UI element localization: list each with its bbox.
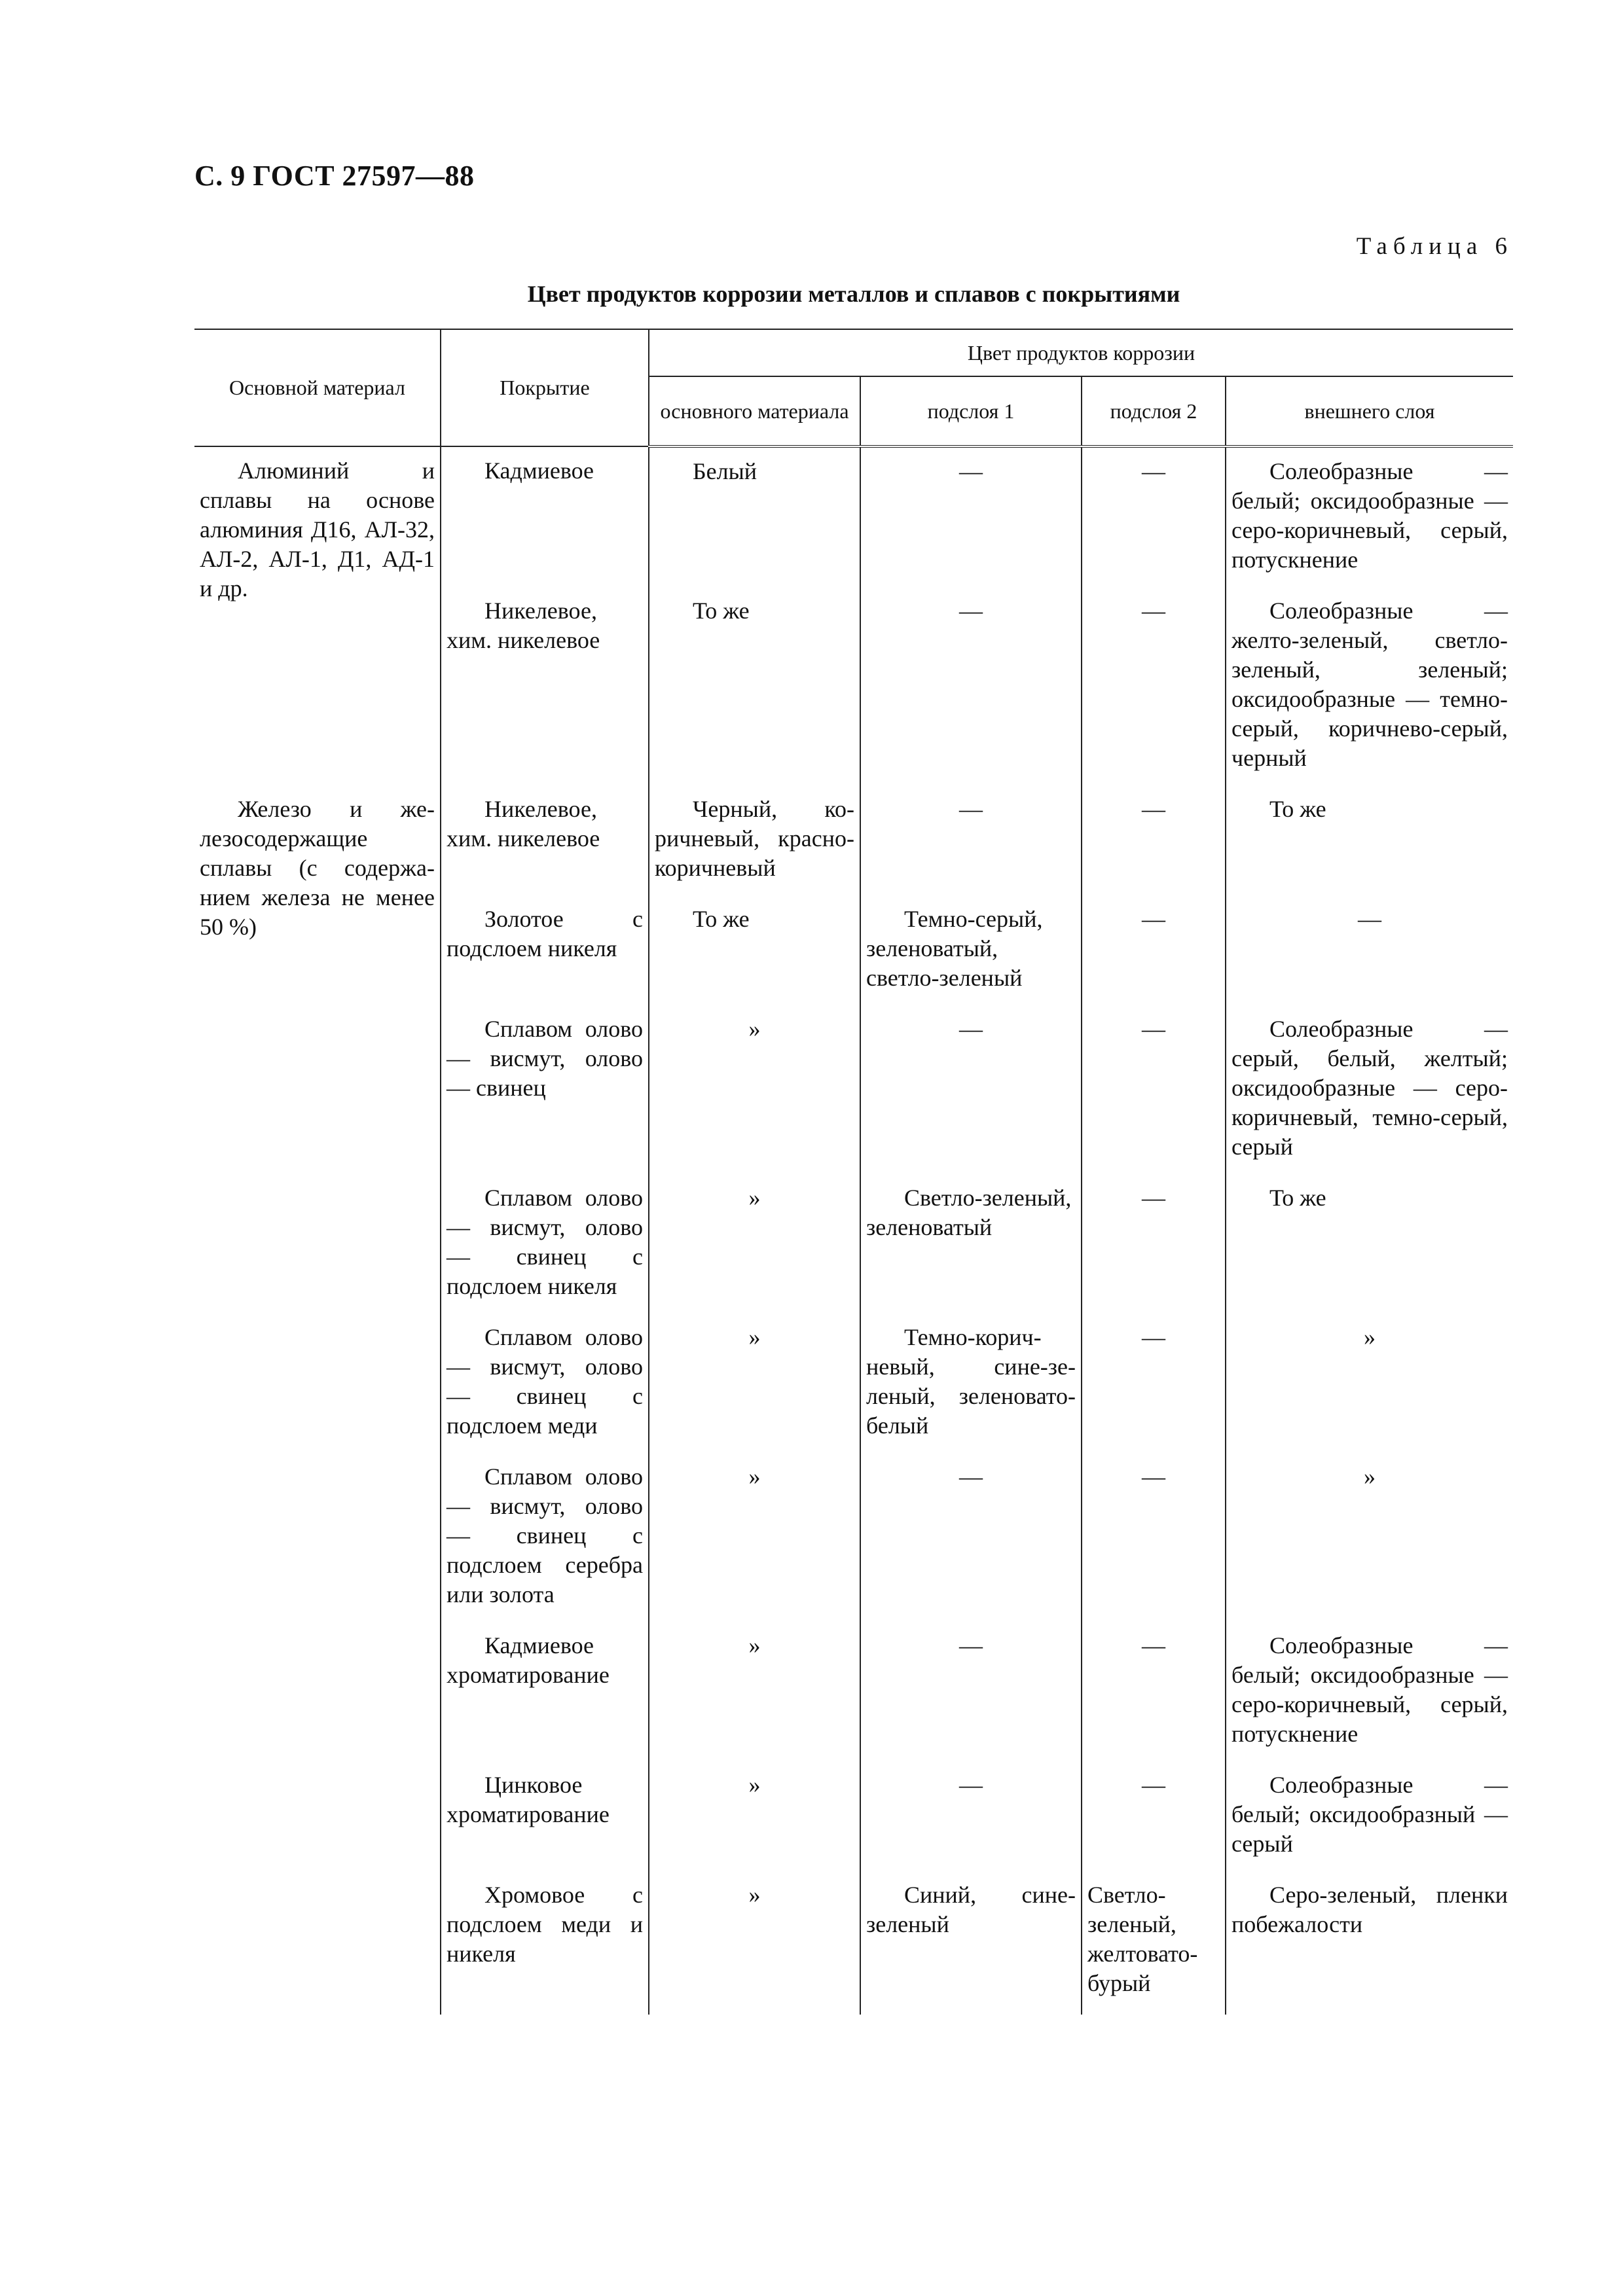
outer-layer-cell: То же [1226, 1178, 1513, 1318]
outer-layer-cell: То же [1226, 789, 1513, 899]
table-header-row [194, 329, 1513, 376]
sublayer-2-cell: — [1082, 1765, 1226, 1875]
base-color-cell: » [649, 1318, 860, 1457]
table-header [194, 329, 1513, 446]
base-color-cell: То же [649, 899, 860, 1009]
sublayer-1-cell: Темно-коричневый, сине-зеленый, зеленовато-белый [860, 1318, 1082, 1457]
column-header-base-material: Основной материал [194, 329, 441, 446]
sublayer-2-cell: — [1082, 789, 1226, 899]
outer-layer-cell: Серо-зеленый, пленки побежалости [1226, 1875, 1513, 2015]
sublayer-2-cell: — [1082, 1178, 1226, 1318]
base-color-cell: Черный, коричневый, красно-коричневый [649, 789, 860, 899]
outer-layer-cell: Солеобразные — белый; оксидообразные — серо-коричневый, серый, потускнение [1226, 1626, 1513, 1765]
column-header-sublayer-2: подслоя 2 [1082, 376, 1226, 446]
sublayer-1-cell: — [860, 1009, 1082, 1178]
table-title: Цвет продуктов коррозии металлов и сплавов с покрытиями [527, 281, 1180, 307]
page-header: С. 9 ГОСТ 27597—88 [194, 160, 475, 192]
coating-cell: Никелевое, хим. никелевое [441, 789, 649, 899]
sublayer-2-cell: — [1082, 446, 1226, 591]
base-color-cell: » [649, 1178, 860, 1318]
column-header-coating: Покрытие [441, 329, 649, 446]
coating-cell: Никелевое, хим. никелевое [441, 591, 649, 789]
sublayer-1-cell: — [860, 446, 1082, 591]
base-color-cell: » [649, 1626, 860, 1765]
corrosion-color-table [194, 329, 1513, 2015]
sublayer-1-cell: — [860, 1457, 1082, 1626]
outer-layer-cell: — [1226, 899, 1513, 1009]
column-header-sublayer-1: подслоя 1 [860, 376, 1082, 446]
outer-layer-cell: Солеобразные — белый; оксидообразные — серо-коричневый, серый, потускнение [1226, 446, 1513, 591]
coating-cell: Кадмиевое хроматирование [441, 1626, 649, 1765]
base-material-cell: Алюминий и сплавы на основе алюминия Д16, АЛ-32, АЛ-2, АЛ-1, Д1, АД-1 и др. [194, 446, 441, 789]
outer-layer-cell: Солеобразные — желто-зеленый, светло-зеленый, зеленый; оксидообразные — темно-серый, коричнево-серый, черный [1226, 591, 1513, 789]
outer-layer-cell: » [1226, 1457, 1513, 1626]
column-header-corrosion-color: Цвет продуктов коррозии [649, 329, 1513, 376]
base-color-cell: » [649, 1875, 860, 2015]
column-header-base-color: основного материала [649, 376, 860, 446]
coating-cell: Сплавом олово — висмут, олово — свинец с подслоем меди [441, 1318, 649, 1457]
coating-cell: Сплавом олово — висмут, олово — свинец с подслоем серебра или золота [441, 1457, 649, 1626]
sublayer-1-cell: — [860, 591, 1082, 789]
sublayer-2-cell: — [1082, 1318, 1226, 1457]
sublayer-1-cell: — [860, 1765, 1082, 1875]
sublayer-2-cell: — [1082, 1626, 1226, 1765]
coating-cell: Хромовое с подслоем меди и никеля [441, 1875, 649, 2015]
sublayer-1-cell: — [860, 1626, 1082, 1765]
base-color-cell: То же [649, 591, 860, 789]
base-color-cell: Белый [649, 446, 860, 591]
table-row [194, 789, 1513, 899]
sublayer-2-cell: — [1082, 899, 1226, 1009]
base-color-cell: » [649, 1765, 860, 1875]
coating-cell: Сплавом олово — висмут, олово — свинец [441, 1009, 649, 1178]
outer-layer-cell: Солеобразные — белый; оксидообразный — серый [1226, 1765, 1513, 1875]
sublayer-2-cell: — [1082, 1457, 1226, 1626]
sublayer-2-cell: — [1082, 1009, 1226, 1178]
base-color-cell: » [649, 1009, 860, 1178]
sublayer-1-cell: Темно-серый, зеленоватый, светло-зеленый [860, 899, 1082, 1009]
table-row [194, 446, 1513, 591]
outer-layer-cell: Солеобразные — серый, белый, желтый; оксидообразные — серо-коричневый, темно-серый, серый [1226, 1009, 1513, 1178]
sublayer-2-cell: Светло-зеленый, желтовато-бурый [1082, 1875, 1226, 2015]
sublayer-1-cell: Светло-зеленый, зеленоватый [860, 1178, 1082, 1318]
outer-layer-cell: » [1226, 1318, 1513, 1457]
table-number-label: Таблица 6 [1356, 233, 1513, 260]
base-color-cell: » [649, 1457, 860, 1626]
sublayer-2-cell: — [1082, 591, 1226, 789]
coating-cell: Золотое с подслоем никеля [441, 899, 649, 1009]
coating-cell: Кадмиевое [441, 446, 649, 591]
sublayer-1-cell: Синий, сине-зеленый [860, 1875, 1082, 2015]
sublayer-1-cell: — [860, 789, 1082, 899]
column-header-outer-layer: внешнего слоя [1226, 376, 1513, 446]
base-material-cell: Железо и железосодержащие сплавы (с содержанием железа не менее 50 %) [194, 789, 441, 2015]
coating-cell: Цинковое хроматирование [441, 1765, 649, 1875]
coating-cell: Сплавом олово — висмут, олово — свинец с подслоем никеля [441, 1178, 649, 1318]
table-body [194, 446, 1513, 2015]
